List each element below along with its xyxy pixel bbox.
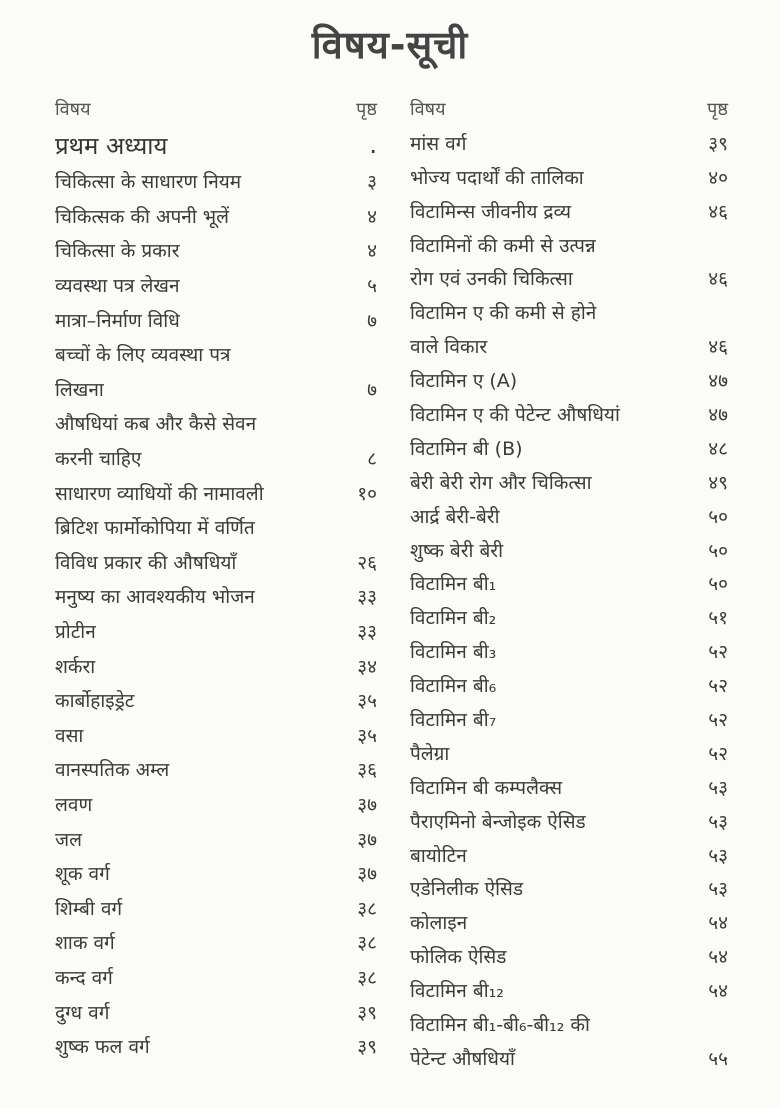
entry-title: औषधियां कब और कैसे सेवन <box>55 413 257 436</box>
entry-title: लवण <box>55 793 93 816</box>
subject-header: विषय <box>410 98 446 120</box>
toc-entry <box>410 1041 728 1075</box>
contents-column-right <box>410 92 728 1075</box>
entry-page: ५० <box>708 539 728 562</box>
toc-entry <box>410 261 728 295</box>
entry-title: विविध प्रकार की औषधियाँ <box>55 551 237 574</box>
toc-entry <box>55 302 377 337</box>
entry-page: ३३ <box>357 586 377 609</box>
toc-entry <box>410 905 728 939</box>
entry-page: ५२ <box>708 708 728 731</box>
entry-page: ५ <box>367 275 377 298</box>
toc-entry <box>410 600 728 634</box>
entry-page: ५४ <box>708 946 728 969</box>
entry-page: ३९ <box>357 1001 377 1024</box>
entry-title: मात्रा–निर्माण विधि <box>55 309 180 332</box>
toc-entry <box>55 752 377 787</box>
chapter-heading <box>55 126 377 164</box>
entry-title: विटामिन बी (B) <box>410 437 523 460</box>
entry-title: विटामिन बी₁ <box>410 573 497 596</box>
toc-entry <box>410 736 728 770</box>
entry-title: शाक वर्ग <box>55 932 115 955</box>
entry-title: मनुष्य का आवश्यकीय भोजन <box>55 586 255 609</box>
entry-title: वाले विकार <box>410 336 488 359</box>
entry-page: ७ <box>367 378 377 401</box>
entry-title: फोलिक ऐसिड <box>410 946 507 969</box>
entry-title: विटामिन बी कम्पलैक्स <box>410 776 563 799</box>
entry-page: ५३ <box>708 844 728 867</box>
entry-page: ३७ <box>357 863 377 886</box>
entry-title: बेरी बेरी रोग और चिकित्सा <box>410 471 592 494</box>
entry-page: ५० <box>708 505 728 528</box>
entry-title: वानस्पतिक अम्ल <box>55 759 170 782</box>
chapter-page: . <box>369 131 377 159</box>
entry-page: ५३ <box>708 878 728 901</box>
toc-entry <box>410 770 728 804</box>
entry-title: वसा <box>55 724 84 747</box>
entry-title: बायोटिन <box>410 844 467 867</box>
toc-entry <box>55 787 377 822</box>
entry-page: ४ <box>367 205 377 228</box>
toc-entry <box>410 499 728 533</box>
entry-page: ३९ <box>357 1036 377 1059</box>
toc-entry <box>410 973 728 1007</box>
entry-title: शुष्क बेरी बेरी <box>410 539 504 562</box>
entry-page: ५४ <box>708 980 728 1003</box>
toc-entry <box>55 1029 377 1064</box>
entry-title: आर्द्र बेरी-बेरी <box>410 505 500 528</box>
entry-page: ३६ <box>357 759 377 782</box>
entry-page: ४६ <box>708 268 728 291</box>
entry-title: विटामिन बी₁-बी₆-बी₁₂ की <box>410 1013 590 1036</box>
toc-entry <box>55 475 377 510</box>
toc-entry <box>55 199 377 234</box>
toc-entry <box>55 441 377 476</box>
toc-entry <box>410 634 728 668</box>
toc-entry <box>410 397 728 431</box>
entry-page: ५५ <box>708 1047 728 1070</box>
entry-title: विटामिन ए (A) <box>410 370 518 393</box>
entry-page: ५२ <box>708 675 728 698</box>
entry-title: रोग एवं उनकी चिकित्सा <box>410 268 573 291</box>
entry-page: १० <box>357 482 377 505</box>
toc-entry <box>410 465 728 499</box>
entry-page: ४० <box>708 166 728 189</box>
entry-title: शर्करा <box>55 655 96 678</box>
toc-entry <box>55 510 377 545</box>
toc-entry <box>55 925 377 960</box>
entry-title: ब्रिटिश फार्मोकोपिया में वर्णित <box>55 517 255 540</box>
entry-page: ४९ <box>708 471 728 494</box>
toc-entry <box>410 228 728 262</box>
toc-entry <box>55 960 377 995</box>
toc-entry <box>410 533 728 567</box>
entry-title: शूक वर्ग <box>55 863 110 886</box>
entry-page: ५० <box>708 573 728 596</box>
toc-entry <box>55 545 377 580</box>
chapter-title: प्रथम अध्याय <box>55 131 168 160</box>
entry-title: विटामिन ए की पेटेन्ट औषधियां <box>410 403 620 426</box>
toc-entry <box>410 702 728 736</box>
toc-entry <box>55 648 377 683</box>
entry-page: ३४ <box>357 655 377 678</box>
entry-page: ३८ <box>357 932 377 955</box>
toc-entry <box>410 329 728 363</box>
entry-title: पेटेन्ट औषधियाँ <box>410 1047 515 1070</box>
page-header: पृष्ठ <box>356 99 377 120</box>
toc-entry <box>55 579 377 614</box>
toc-entry <box>410 194 728 228</box>
toc-entry <box>55 372 377 407</box>
entry-title: प्रोटीन <box>55 621 96 644</box>
page-title: विषय-सूची <box>311 23 469 67</box>
entry-page: ३ <box>367 171 377 194</box>
toc-entry <box>55 337 377 372</box>
entry-title: कार्बोहाइड्रेट <box>55 690 135 713</box>
entry-page: २६ <box>357 551 377 574</box>
entry-page: ३५ <box>357 690 377 713</box>
toc-entry <box>55 268 377 303</box>
toc-entry <box>55 821 377 856</box>
entry-page: ५३ <box>708 810 728 833</box>
entry-title: मांस वर्ग <box>410 132 467 155</box>
entry-title: विटामिन बी₁₂ <box>410 980 504 1003</box>
entry-page: ५३ <box>708 776 728 799</box>
entry-page: ३७ <box>357 793 377 816</box>
entry-title: भोज्य पदार्थों की तालिका <box>410 166 584 189</box>
entry-title: शुष्क फल वर्ग <box>55 1036 150 1059</box>
toc-entry <box>55 233 377 268</box>
column-header <box>410 92 728 126</box>
toc-entry <box>410 1007 728 1041</box>
entry-page: ४८ <box>708 437 728 460</box>
entry-page: ५२ <box>708 641 728 664</box>
entry-title: लिखना <box>55 378 104 401</box>
toc-entry <box>410 295 728 329</box>
entry-page: ४६ <box>708 336 728 359</box>
toc-entry <box>410 126 728 160</box>
entry-title: विटामिन बी₃ <box>410 641 497 664</box>
entry-title: विटामिन बी₇ <box>410 708 497 731</box>
entry-page: ४ <box>367 240 377 263</box>
toc-entry <box>410 838 728 872</box>
toc-entry <box>410 566 728 600</box>
toc-entry <box>55 406 377 441</box>
entry-title: चिकित्सा के प्रकार <box>55 240 180 263</box>
entry-page: ३७ <box>357 828 377 851</box>
entry-title: विटामिन बी₆ <box>410 675 497 698</box>
entry-page: ८ <box>367 448 377 471</box>
entry-title: कन्द वर्ग <box>55 966 113 989</box>
toc-entry <box>55 856 377 891</box>
entry-title: साधारण व्याधियों की नामावली <box>55 482 264 505</box>
toc-entry <box>410 363 728 397</box>
toc-entry <box>410 160 728 194</box>
entry-page: ४७ <box>708 370 728 393</box>
entry-title: पैराएमिनो बेन्जोइक ऐसिड <box>410 810 586 833</box>
entry-page: ३८ <box>357 966 377 989</box>
entry-page: ३५ <box>357 724 377 747</box>
entry-title: एडेनिलीक ऐसिड <box>410 878 524 901</box>
entry-page: ३८ <box>357 897 377 920</box>
entry-page: ७ <box>367 309 377 332</box>
toc-entry <box>55 890 377 925</box>
toc-entry <box>410 431 728 465</box>
entry-title: पैलेग्रा <box>410 742 450 765</box>
subject-header: विषय <box>55 99 91 120</box>
toc-entry <box>55 614 377 649</box>
entry-page: ५४ <box>708 912 728 935</box>
entry-title: चिकित्सा के साधारण नियम <box>55 171 242 194</box>
entry-page: ५१ <box>708 607 728 630</box>
entry-page: ३९ <box>708 132 728 155</box>
entry-title: व्यवस्था पत्र लेखन <box>55 275 180 298</box>
entry-title: विटामिन्स जीवनीय द्रव्य <box>410 200 571 223</box>
entry-title: चिकित्सक की अपनी भूलें <box>55 205 230 228</box>
toc-entry <box>55 718 377 753</box>
entry-title: विटामिनों की कमी से उत्पन्न <box>410 234 596 257</box>
toc-entry <box>55 164 377 199</box>
entry-title: बच्चों के लिए व्यवस्था पत्र <box>55 344 231 367</box>
entry-title: करनी चाहिए <box>55 448 142 471</box>
toc-entry <box>55 994 377 1029</box>
toc-entry <box>410 939 728 973</box>
toc-entry <box>410 871 728 905</box>
entry-title: जल <box>55 828 82 851</box>
column-header <box>55 92 377 126</box>
toc-entry <box>410 804 728 838</box>
page-header: पृष्ठ <box>707 98 728 120</box>
entry-title: शिम्बी वर्ग <box>55 897 123 920</box>
entry-page: ३३ <box>357 621 377 644</box>
entry-page: ४६ <box>708 200 728 223</box>
entry-title: दुग्ध वर्ग <box>55 1001 110 1024</box>
toc-entry <box>55 683 377 718</box>
toc-entry <box>410 668 728 702</box>
entry-title: कोलाइन <box>410 912 468 935</box>
entry-title: विटामिन ए की कमी से होने <box>410 302 597 325</box>
entry-title: विटामिन बी₂ <box>410 607 497 630</box>
contents-column-left <box>55 92 377 1063</box>
entry-page: ५२ <box>708 742 728 765</box>
entry-page: ४७ <box>708 403 728 426</box>
